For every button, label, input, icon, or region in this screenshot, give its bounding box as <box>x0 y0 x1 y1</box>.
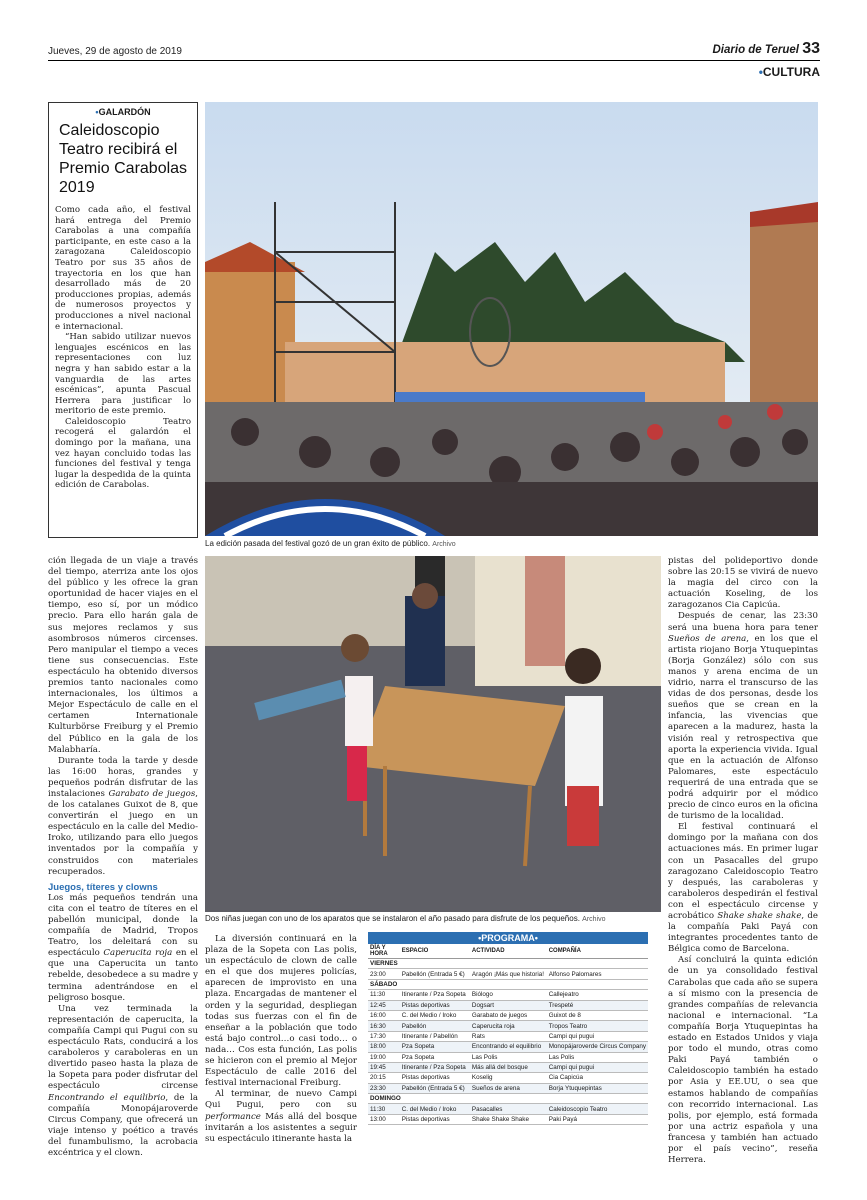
program-row <box>368 1083 648 1093</box>
program-cell-company: Borja Ytuquepintas <box>547 1083 648 1093</box>
program-cell-space: Pistas deportivas <box>400 1114 470 1124</box>
program-title: •PROGRAMA• <box>368 932 648 944</box>
program-day-label: DOMINGO <box>368 1094 648 1104</box>
program-cell-activity: Biólogo <box>470 990 547 1000</box>
program-cell-space: Pabellón (Entrada 5 €) <box>400 1083 470 1093</box>
article-paragraph: Así concluirá la quinta edición de un ya consolidado festival Carabolas que cada año se supera a sí mismo con la presencia de grandes compañías de relevancia nacional e internacional. “La compañía Borja Ytuquepintas ha estado en Estados Unidos y viaja por todo el mundo, otras como Paki Payá también o Caleidoscopio también ha estado por Asia y EE.UU, o sea que estamos hablando de compañías con recorrido internacional. Las polis, por ejemplo, está formada por una actriz española y una francesa y también han actuado por el país vecino”, reseña Herrera. <box>668 955 818 1166</box>
program-cell-company: Campi qui pugui <box>547 1062 648 1072</box>
program-row <box>368 1021 648 1031</box>
program-cell-time: 23:30 <box>368 1083 400 1093</box>
program-cell-space: C. del Medio / Iroko <box>400 1010 470 1020</box>
sidebar-title: Caleidoscopio Teatro recibirá el Premio Carabolas 2019 <box>59 122 188 196</box>
article-column-2 <box>205 934 357 1145</box>
program-cell-company: Caleidoscopio Teatro <box>547 1104 648 1114</box>
program-rows <box>368 959 648 1125</box>
masthead-brand: Diario de Teruel <box>712 44 799 56</box>
program-row <box>368 1042 648 1052</box>
program-cell-space: Pza Sopeta <box>400 1052 470 1062</box>
program-cell-activity: Aragón ¡Más que historia! <box>470 969 547 979</box>
kicker-bullet-icon: • <box>95 107 99 117</box>
col-header-activity: ACTIVIDAD <box>470 944 547 959</box>
program-day-label: VIERNES <box>368 959 648 969</box>
program-cell-activity: Dogsart <box>470 1000 547 1010</box>
section-label: •CULTURA <box>758 65 820 79</box>
photo2-caption-text: Dos niñas juegan con uno de los aparatos que se instalaron el año pasado para disfrute de los pequeños. <box>205 914 580 923</box>
program-cell-time: 13:00 <box>368 1114 400 1124</box>
program-cell-company: Cia Capicúa <box>547 1073 648 1083</box>
program-cell-time: 18:00 <box>368 1042 400 1052</box>
col-header-company: COMPAÑÍA <box>547 944 648 959</box>
program-header-row <box>368 944 648 959</box>
program-day-row <box>368 1094 648 1104</box>
program-day-row <box>368 959 648 969</box>
program-cell-time: 19:00 <box>368 1052 400 1062</box>
program-cell-company: Guixot de 8 <box>547 1010 648 1020</box>
program-cell-company: Alfonso Palomares <box>547 969 648 979</box>
program-cell-activity: Koselig <box>470 1073 547 1083</box>
program-cell-time: 23:00 <box>368 969 400 979</box>
program-cell-space: Pza Sopeta <box>400 1042 470 1052</box>
article-paragraph: pistas del polideportivo donde sobre las 20:15 se vivirá de nuevo la magia del circo con la actuación Koseling, de los zaragozanos Cia Capicúa. <box>668 556 818 611</box>
photo1-credit: Archivo <box>432 541 456 548</box>
article-paragraph: Una vez terminada la representación de caperucita, la compañía Campi qui Pugui con su espectáculo Rats, conducirá a los caraboleros y caraboleras en un divertido paseo hasta la plaza de la Sopeta para poder disfrutar del espectáculo circense Encontrando el equilibrio, de la compañía Monopájaroverde Circus Company, que ofrecerá un viaje intenso y poético a través del funambulismo, la acrobacia excéntrica y el clown. <box>48 1003 199 1158</box>
program-cell-time: 17:30 <box>368 1031 400 1041</box>
program-row <box>368 1031 648 1041</box>
program-cell-space: Itinerante / Pza Sopeta <box>400 1062 470 1072</box>
program-cell-time: 20:15 <box>368 1073 400 1083</box>
article-paragraph: Después de cenar, las 23:30 será una buena hora para tener Sueños de arena, en los que el artista riojano Borja Ytuquepintas (Borja González) sólo con sus manos y arena encima de un vidrio, narra el transcurso de las vidas de dos personas, desde los sueños que se crean en la infancia, las vivencias que aparecen a la madurez, hasta la visión real y retrospectiva que aporta la experiencia vivida. Igual que en la actuación de Alfonso Palomares, este espectáculo requerirá de una entrada que se podrá adquirir por el módico precio de cinco euros en la oficina de turismo de la localidad. <box>668 611 818 822</box>
program-day-row <box>368 979 648 989</box>
sidebar-kicker: •GALARDÓN <box>95 107 151 117</box>
program-cell-space: Itinerante / Pabellón <box>400 1031 470 1041</box>
program-cell-activity: Shake Shake Shake <box>470 1114 547 1124</box>
kids-photo-image <box>205 556 661 912</box>
program-cell-time: 16:30 <box>368 1021 400 1031</box>
program-cell-space: Itinerante / Pza Sopeta <box>400 990 470 1000</box>
program-cell-space: Pistas deportivas <box>400 1073 470 1083</box>
program-cell-activity: Sueños de arena <box>470 1083 547 1093</box>
program-cell-company: Callejeatro <box>547 990 648 1000</box>
crowd-photo-image <box>205 102 818 536</box>
program-cell-activity: Más allá del bosque <box>470 1062 547 1072</box>
program-row <box>368 1000 648 1010</box>
article-paragraph: Los más pequeños tendrán una cita con el teatro de títeres en el pabellón municipal, donde la compañía de Madrid, Tropos Teatro, los deleitará con su espectáculo Caperucita roja en el que una Caperucita un tanto rebelde, desobedece a su madre y termina adentrándose en el peligroso bosque. <box>48 892 198 1003</box>
program-cell-space: Pabellón (Entrada 5 €) <box>400 969 470 979</box>
program-cell-space: C. del Medio / Iroko <box>400 1104 470 1114</box>
program-row <box>368 1052 648 1062</box>
article-paragraph: La diversión continuará en la plaza de la Sopeta con Las polis, un espectáculo de clown de calle en el que dos mujeres policías, aparecen de improvisto en una plaza. Encargadas de mantener el orden y la seguridad, despliegan todas sus fuerzas con el fin de enseñar a la población que todo está bajo control…o casi todo… o nada… Cos esta función, Las polis se hicieron con el premio al Mejor Espectáculo de calle 2016 del festival internacional Freiburg. <box>205 934 357 1089</box>
article-paragraph: Durante toda la tarde y desde las 16:00 horas, grandes y pequeños podrán disfrutar de las instalaciones Garabato de juegos, de los catalanes Guixot de 8, que convertirán el juego en un espectáculo en la calle del Medio-Iroko, utilizando para ello juegos inventados por la compañía y construidos con materiales recuperados. <box>48 755 198 877</box>
program-cell-time: 11:30 <box>368 990 400 1000</box>
program-cell-activity: Garabato de juegos <box>470 1010 547 1020</box>
program-cell-space: Pabellón <box>400 1021 470 1031</box>
article-column-1 <box>48 556 198 1159</box>
program-cell-company: Las Polis <box>547 1052 648 1062</box>
program-cell-company: Trespeté <box>547 1000 648 1010</box>
program-cell-time: 11:30 <box>368 1104 400 1114</box>
program-cell-time: 12:45 <box>368 1000 400 1010</box>
program-cell-time: 19:45 <box>368 1062 400 1072</box>
program-row <box>368 1010 648 1020</box>
program-row <box>368 969 648 979</box>
program-cell-company: Paki Payá <box>547 1114 648 1124</box>
article-paragraph: Al terminar, de nuevo Campi Qui Pugui, pero con su performance Más allá del bosque invitarán a los asistentes a seguir su espectáculo itinerante hasta la <box>205 1089 357 1144</box>
program-cell-company: Campi qui pugui <box>547 1031 648 1041</box>
section-bullet-icon: • <box>758 65 763 79</box>
sidebar-body <box>55 205 191 491</box>
article-column-3 <box>668 556 818 1166</box>
article-subheading: Juegos, títeres y clowns <box>48 881 158 893</box>
program-cell-space: Pistas deportivas <box>400 1000 470 1010</box>
award-sidebar <box>48 102 198 538</box>
program-cell-activity: Encontrando el equilibrio <box>470 1042 547 1052</box>
program-cell-activity: Rats <box>470 1031 547 1041</box>
issue-date: Jueves, 29 de agosto de 2019 <box>48 46 182 57</box>
article-paragraph: ción llegada de un viaje a través del tiempo, aterriza ante los ojos del público y les ofrece la gran oportunidad de hacer viajes en el tiempo, eso sí, por un módico precio. Para ello harán gala de sus mejores reclamos y sus asombrosos números circenses. Pero manipular el tiempo a veces tiene sus consecuencias. Este espectáculo ha obtenido diversos premios tanto nacionales como internacionales, los últimos a Mejor Espectáculo de calle en el certamen Internationale Kulturbörse Freiburg y el Premio del Público en la gala de los Malabharía. <box>48 556 198 755</box>
program-row <box>368 1062 648 1072</box>
header-rule <box>48 60 820 61</box>
sidebar-paragraph: “Han sabido utilizar nuevos lenguajes escénicos en las representaciones con luz negra y han sabido estar a la vanguardia de las artes escénicas”, apunta Pascual Herrera para justificar lo meritorio de este premio. <box>55 332 191 417</box>
sidebar-paragraph: Caleidoscopio Teatro recogerá el galardón el domingo por la mañana, una vez hayan concluido todas las funciones del festival y tenga lugar la despedida de la quinta edición de Carabolas. <box>55 416 191 491</box>
program-cell-activity: Las Polis <box>470 1052 547 1062</box>
program-row <box>368 990 648 1000</box>
col-header-day: DÍA Y HORA <box>368 944 400 959</box>
program-cell-activity: Caperucita roja <box>470 1021 547 1031</box>
program-table <box>368 944 648 1125</box>
program-row <box>368 1104 648 1114</box>
photo1-caption-text: La edición pasada del festival gozó de un gran éxito de público. <box>205 539 431 548</box>
page-number: 33 <box>802 40 820 57</box>
kids-game-photo <box>205 556 661 912</box>
program-day-label: SÁBADO <box>368 979 648 989</box>
program-box <box>368 932 648 1156</box>
program-cell-activity: Pasacalles <box>470 1104 547 1114</box>
program-row <box>368 1073 648 1083</box>
sidebar-paragraph: Como cada año, el festival hará entrega del Premio Carabolas a una compañía participante, en este caso a la zaragozana Caleidoscopio Teatro por sus 35 años de trayectoria en los que han desarrollado más de 20 producciones propias, además de numerosos proyectos y producciones a nivel nacional e internacional. <box>55 205 191 332</box>
photo2-caption <box>205 914 661 923</box>
photo2-credit: Archivo <box>582 916 606 923</box>
program-cell-time: 16:00 <box>368 1010 400 1020</box>
article-paragraph: El festival continuará el domingo por la mañana con dos actuaciones más. En primer lugar con un Pasacalles del grupo zaragozano Caleidoscopio Teatro y después, las caraboleras y caraboleros despedirán el festival con el espectáculo circense y acrobático Shake shake shake, de la compañía Paki Payá con integrantes procedentes tanto de Bélgica como de Barcelona. <box>668 822 819 955</box>
festival-crowd-photo <box>205 102 818 536</box>
program-cell-company: Monopájaroverde Circus Company <box>548 1043 646 1051</box>
photo1-caption <box>205 539 818 548</box>
program-row <box>368 1114 648 1124</box>
col-header-space: ESPACIO <box>400 944 470 959</box>
program-cell-company: Tropos Teatro <box>547 1021 648 1031</box>
